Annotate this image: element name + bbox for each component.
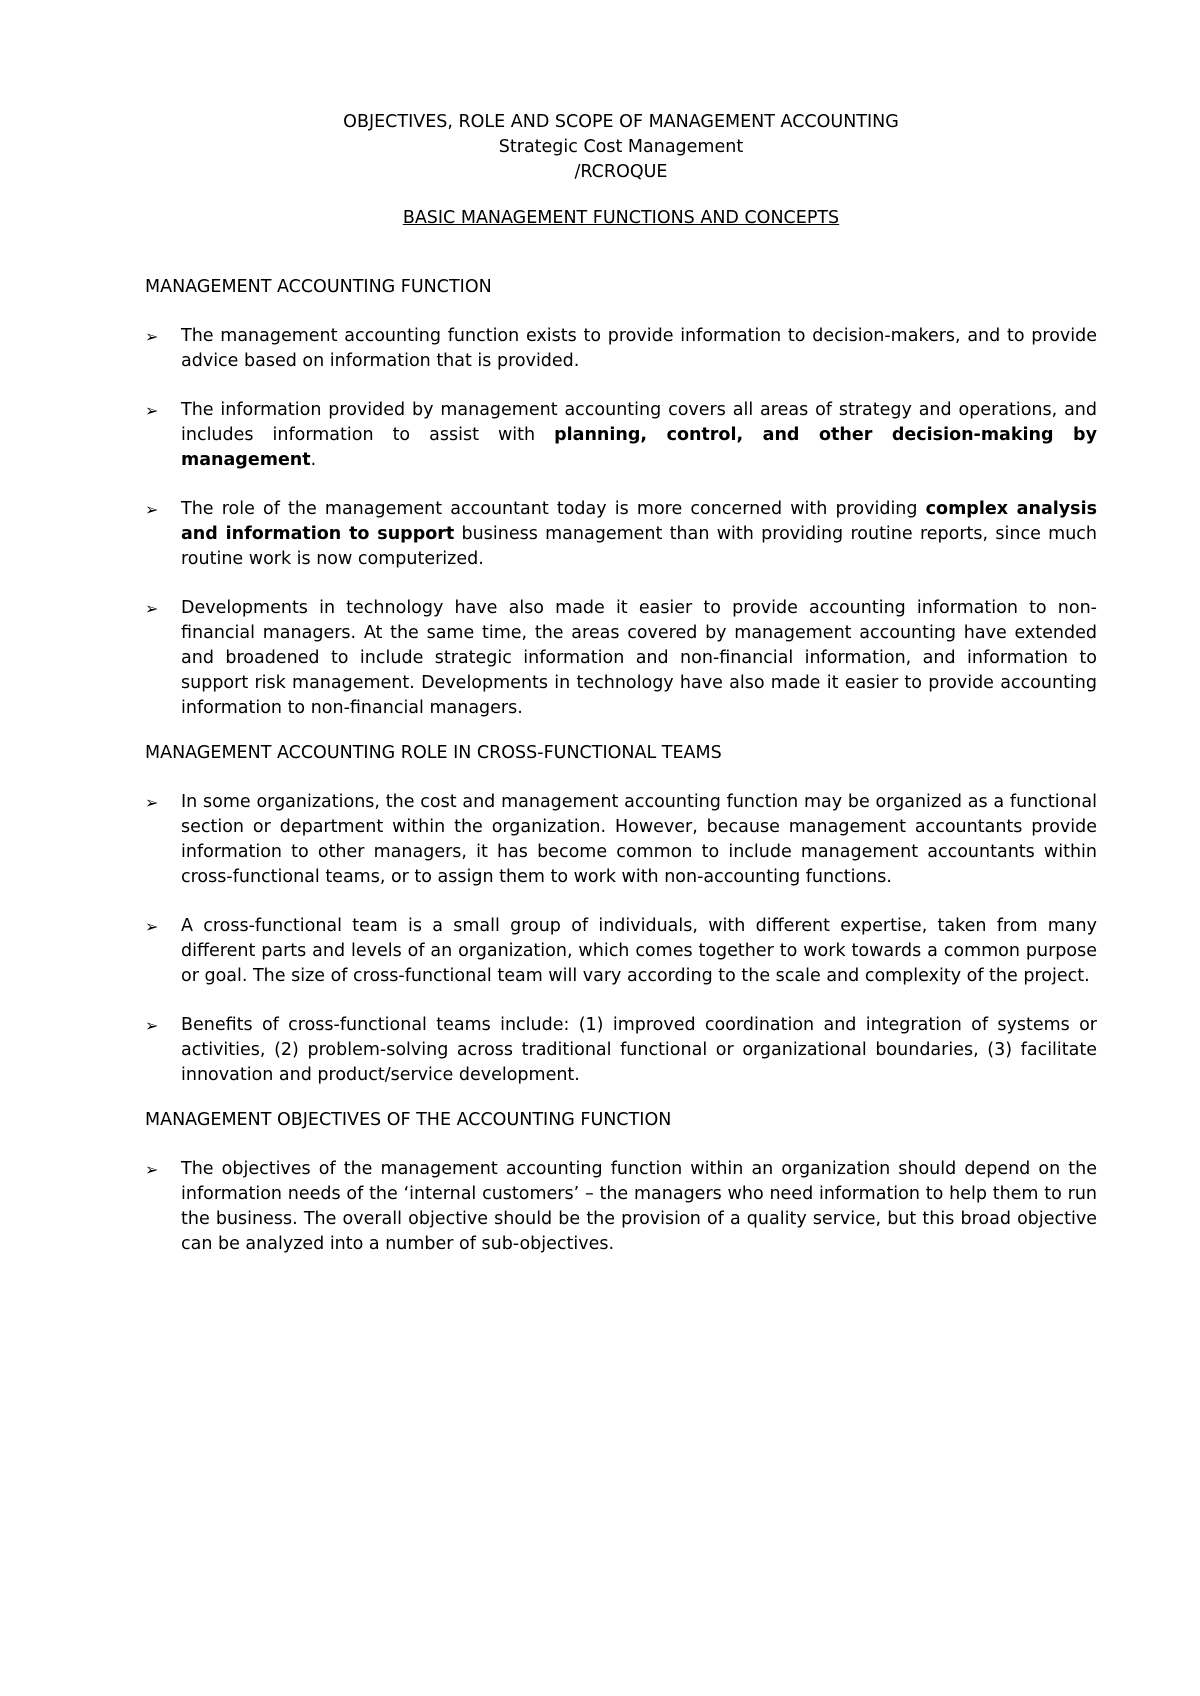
bullet-text: The information provided by management accounting covers all areas of strategy and operations, and includes information to assist with bbox=[181, 400, 1097, 445]
bullet-text: The management accounting function exists to provide information to decision-makers, and to provide advice based on information that is provided. bbox=[181, 326, 1097, 371]
bullet-text: Benefits of cross-functional teams include: (1) improved coordination and integration of systems or activities, (2) problem-solving across traditional functional or organizational boundaries, (3) facilitate innovation and product/service development. bbox=[181, 1015, 1097, 1085]
arrowhead-bullet-icon: ➢ bbox=[145, 599, 159, 618]
section-heading: MANAGEMENT OBJECTIVES OF THE ACCOUNTING FUNCTION bbox=[145, 1110, 672, 1130]
bullet-item bbox=[145, 914, 1097, 989]
bullet-list bbox=[145, 1157, 1097, 1257]
bullet-list bbox=[145, 324, 1097, 721]
bullet-item bbox=[145, 398, 1097, 473]
arrowhead-bullet-icon: ➢ bbox=[145, 1160, 159, 1179]
bullet-text: Developments in technology have also made it easier to provide accounting information to non-financial managers. At the same time, the areas covered by management accounting have extended and broadened to include strategic information and non-financial information, and information to support risk management. Developments in technology have also made it easier to provide accounting information to non-financial managers. bbox=[181, 598, 1097, 718]
arrowhead-bullet-icon: ➢ bbox=[145, 500, 159, 519]
document-header bbox=[145, 110, 1097, 185]
bullet-text: The objectives of the management accounting function within an organization should depend on the information needs of the ‘internal customers’ – the managers who need information to help them to run the business. The overall objective should be the provision of a quality service, but this broad objective can be analyzed into a number of sub-objectives. bbox=[181, 1159, 1097, 1254]
document-subtitle: BASIC MANAGEMENT FUNCTIONS AND CONCEPTS bbox=[402, 208, 840, 228]
arrowhead-bullet-icon: ➢ bbox=[145, 327, 159, 346]
bullet-text: business management than with providing routine reports, since much routine work is now computerized. bbox=[181, 524, 1097, 569]
course-name: Strategic Cost Management bbox=[498, 137, 744, 157]
bullet-emphasis: planning, control, and other decision-making by management bbox=[181, 425, 1097, 470]
document-title: OBJECTIVES, ROLE AND SCOPE OF MANAGEMENT ACCOUNTING bbox=[343, 112, 899, 132]
author-tag: /RCROQUE bbox=[574, 162, 668, 182]
bullet-text: A cross-functional team is a small group of individuals, with different expertise, taken from many different parts and levels of an organization, which comes together to work towards a common purpose or goal. The size of cross-functional team will vary according to the scale and complexity of the project. bbox=[181, 916, 1097, 986]
bullet-item bbox=[145, 497, 1097, 572]
bullet-text: . bbox=[310, 450, 317, 470]
document-body bbox=[145, 275, 1097, 1257]
section-heading: MANAGEMENT ACCOUNTING ROLE IN CROSS-FUNCTIONAL TEAMS bbox=[145, 743, 722, 763]
bullet-emphasis: complex analysis and information to support bbox=[181, 499, 1097, 544]
arrowhead-bullet-icon: ➢ bbox=[145, 401, 159, 420]
arrowhead-bullet-icon: ➢ bbox=[145, 1016, 159, 1035]
bullet-item bbox=[145, 1157, 1097, 1257]
bullet-list bbox=[145, 790, 1097, 1088]
bullet-text: In some organizations, the cost and management accounting function may be organized as a functional section or department within the organization. However, because management accountants provide information to other managers, it has become common to include management accountants within cross-functional teams, or to assign them to work with non-accounting functions. bbox=[181, 792, 1097, 887]
arrowhead-bullet-icon: ➢ bbox=[145, 917, 159, 936]
bullet-item bbox=[145, 324, 1097, 374]
bullet-item bbox=[145, 596, 1097, 721]
bullet-item bbox=[145, 790, 1097, 890]
arrowhead-bullet-icon: ➢ bbox=[145, 793, 159, 812]
section-heading: MANAGEMENT ACCOUNTING FUNCTION bbox=[145, 277, 492, 297]
bullet-text: The role of the management accountant today is more concerned with providing bbox=[181, 499, 926, 519]
bullet-item bbox=[145, 1013, 1097, 1088]
